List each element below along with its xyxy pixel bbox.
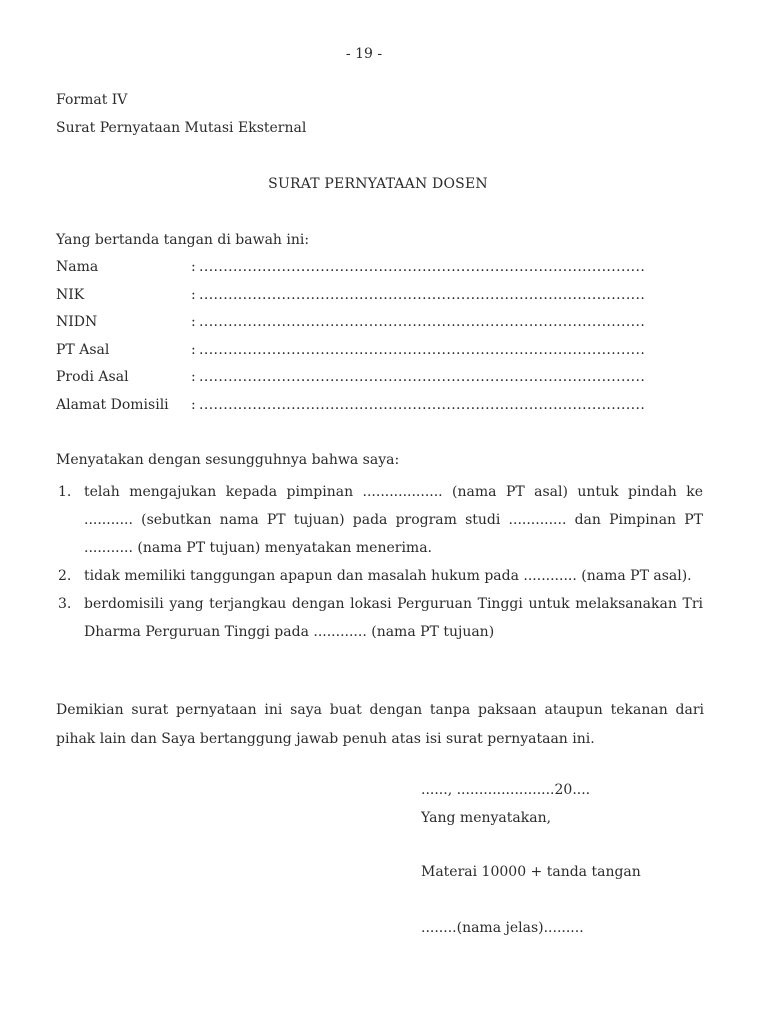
field-blank: ............................................................................................	[199, 369, 646, 385]
list-item	[58, 562, 703, 590]
signature-declarer: Yang menyatakan,	[421, 810, 552, 826]
list-number: 3.	[58, 596, 72, 612]
field-blank: ............................................................................................	[199, 341, 646, 358]
identity-fields	[56, 259, 666, 424]
statement-text: Menyatakan dengan sesungguhnya bahwa saya:	[56, 452, 400, 468]
field-colon: :	[191, 259, 196, 275]
format-label: Format IV	[56, 92, 128, 108]
list-text: berdomisili yang terjangkau dengan lokasi Perguruan Tinggi untuk melaksanakan Tri Dharma Perguruan Tinggi pada ............ (nama PT tujuan)	[84, 596, 703, 640]
signature-date-line: ......, ......................20....	[421, 782, 591, 798]
list-number: 1.	[58, 484, 72, 500]
field-row-pt-asal	[56, 342, 666, 370]
list-item	[58, 590, 703, 646]
list-item	[58, 478, 703, 562]
field-colon: :	[191, 396, 196, 413]
statement-list	[58, 478, 703, 646]
field-label: Prodi Asal	[56, 369, 129, 385]
field-label: Alamat Domisili	[56, 396, 169, 413]
field-row-alamat-domisili	[56, 397, 666, 425]
intro-text: Yang bertanda tangan di bawah ini:	[56, 232, 310, 248]
field-row-nik	[56, 287, 666, 315]
list-text: telah mengajukan kepada pimpinan .................. (nama PT asal) untuk pindah ke ........... (sebutkan nama PT tujuan) pada program studi ............. dan Pimpinan PT ........... (nama PT tujuan) menyatakan menerima.	[84, 484, 703, 556]
field-row-nama	[56, 259, 666, 287]
field-blank: ............................................................................................	[199, 259, 646, 275]
field-blank: ............................................................................................	[199, 314, 646, 330]
field-blank: ............................................................................................	[199, 286, 646, 303]
field-label: PT Asal	[56, 341, 110, 358]
closing-paragraph: Demikian surat pernyataan ini saya buat dengan tanpa paksaan ataupun tekanan dari pihak lain dan Saya bertanggung jawab penuh atas isi surat pernyataan ini.	[56, 702, 704, 747]
list-number: 2.	[58, 568, 72, 584]
field-colon: :	[191, 369, 196, 385]
field-row-nidn	[56, 314, 666, 342]
field-blank: ............................................................................................	[199, 396, 646, 413]
field-label: NIDN	[56, 314, 98, 330]
document-subtitle: Surat Pernyataan Mutasi Eksternal	[56, 120, 307, 136]
signature-name-line: ........(nama jelas).........	[421, 920, 584, 936]
field-colon: :	[191, 314, 196, 330]
page-number: - 19 -	[345, 46, 383, 62]
field-colon: :	[191, 341, 196, 358]
field-colon: :	[191, 286, 196, 303]
field-label: Nama	[56, 259, 99, 275]
field-label: NIK	[56, 286, 85, 303]
list-text: tidak memiliki tanggungan apapun dan masalah hukum pada ............ (nama PT asal).	[84, 568, 692, 584]
field-row-prodi-asal	[56, 369, 666, 397]
signature-stamp-note: Materai 10000 + tanda tangan	[421, 864, 641, 880]
document-title: SURAT PERNYATAAN DOSEN	[268, 176, 488, 192]
